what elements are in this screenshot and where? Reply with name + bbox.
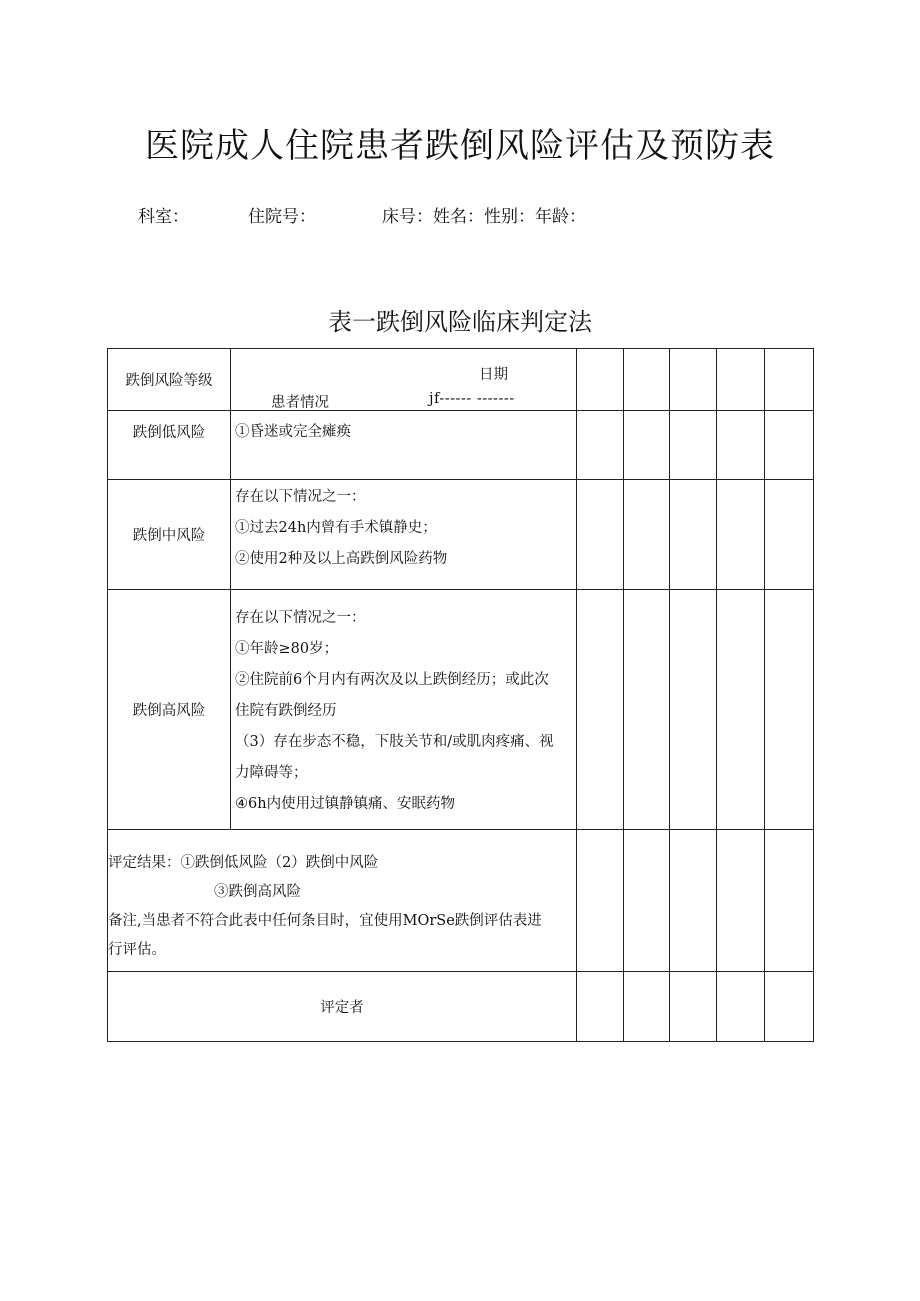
date-cell[interactable] xyxy=(670,349,717,411)
result-cell-blank[interactable] xyxy=(765,830,814,972)
condition-item: ②住院前6个月内有两次及以上跌倒经历；或此次 xyxy=(235,672,549,688)
diagonal-header-cell xyxy=(231,349,577,411)
result-cell-blank[interactable] xyxy=(717,830,765,972)
check-cell[interactable] xyxy=(577,480,624,590)
header-dash-mark: jf------ ------- xyxy=(429,391,515,407)
date-cell[interactable] xyxy=(624,349,670,411)
result-cell xyxy=(108,830,577,972)
medium-risk-level: 跌倒中风险 xyxy=(108,480,231,590)
check-cell[interactable] xyxy=(765,411,814,480)
check-cell[interactable] xyxy=(717,411,765,480)
result-cell-blank[interactable] xyxy=(624,830,670,972)
evaluator-label: 评定者 xyxy=(108,972,577,1042)
header-row xyxy=(108,349,814,411)
risk-level-header: 跌倒风险等级 xyxy=(108,349,231,411)
result-line: 评定结果：①跌倒低风险（2）跌倒中风险 xyxy=(108,855,379,871)
check-cell[interactable] xyxy=(670,480,717,590)
signature-cell[interactable] xyxy=(670,972,717,1042)
condition-item: （3）存在步态不稳，下肢关节和/或肌肉疼痛、视 xyxy=(235,734,554,750)
remark-line: 备注,当患者不符合此表中任何条目时，宜使用MOrSe跌倒评估表进 xyxy=(108,913,542,929)
condition-item: ①过去24h内曾有手术镇静史； xyxy=(235,520,437,536)
document-title: 医院成人住院患者跌倒风险评估及预防表 xyxy=(145,126,775,166)
evaluator-row xyxy=(108,972,814,1042)
table-title: 表一跌倒风险临床判定法 xyxy=(328,308,592,336)
result-cell-blank[interactable] xyxy=(670,830,717,972)
result-cell-blank[interactable] xyxy=(577,830,624,972)
condition-item: ②使用2种及以上高跌倒风险药物 xyxy=(235,551,448,567)
date-header: 日期 xyxy=(479,367,508,383)
high-risk-level: 跌倒高风险 xyxy=(108,590,231,830)
patient-info-labels: 床号：姓名：性别：年龄： xyxy=(382,207,586,227)
check-cell[interactable] xyxy=(765,480,814,590)
medium-risk-conditions xyxy=(231,480,577,590)
signature-cell[interactable] xyxy=(717,972,765,1042)
low-risk-conditions xyxy=(231,411,577,480)
condition-item: 住院有跌倒经历 xyxy=(235,703,337,719)
signature-cell[interactable] xyxy=(624,972,670,1042)
check-cell[interactable] xyxy=(717,480,765,590)
low-risk-row xyxy=(108,411,814,480)
result-row xyxy=(108,830,814,972)
check-cell[interactable] xyxy=(765,590,814,830)
check-cell[interactable] xyxy=(670,411,717,480)
condition-item: 存在以下情况之一： xyxy=(235,610,366,626)
check-cell[interactable] xyxy=(717,590,765,830)
condition-item: 力障碍等； xyxy=(235,765,308,781)
check-cell[interactable] xyxy=(624,480,670,590)
result-line: ③跌倒高风险 xyxy=(214,884,301,900)
high-risk-row xyxy=(108,590,814,830)
check-cell[interactable] xyxy=(624,590,670,830)
remark-line: 行评估。 xyxy=(108,942,166,958)
condition-item: ①昏迷或完全瘫痪 xyxy=(235,424,351,440)
signature-cell[interactable] xyxy=(765,972,814,1042)
department-label: 科室： xyxy=(138,207,189,227)
check-cell[interactable] xyxy=(624,411,670,480)
fall-risk-table xyxy=(107,348,814,1042)
check-cell[interactable] xyxy=(577,590,624,830)
admission-number-label: 住院号： xyxy=(248,207,316,227)
high-risk-conditions xyxy=(231,590,577,830)
patient-condition-header: 患者情况 xyxy=(271,395,329,411)
condition-item: 存在以下情况之一： xyxy=(235,489,366,505)
medium-risk-row xyxy=(108,480,814,590)
condition-item: ④6h内使用过镇静镇痛、安眠药物 xyxy=(235,796,456,812)
check-cell[interactable] xyxy=(670,590,717,830)
low-risk-level: 跌倒低风险 xyxy=(108,411,231,480)
date-cell[interactable] xyxy=(717,349,765,411)
date-cell[interactable] xyxy=(765,349,814,411)
check-cell[interactable] xyxy=(577,411,624,480)
date-cell[interactable] xyxy=(577,349,624,411)
signature-cell[interactable] xyxy=(577,972,624,1042)
condition-item: ①年龄≥80岁； xyxy=(235,641,339,657)
